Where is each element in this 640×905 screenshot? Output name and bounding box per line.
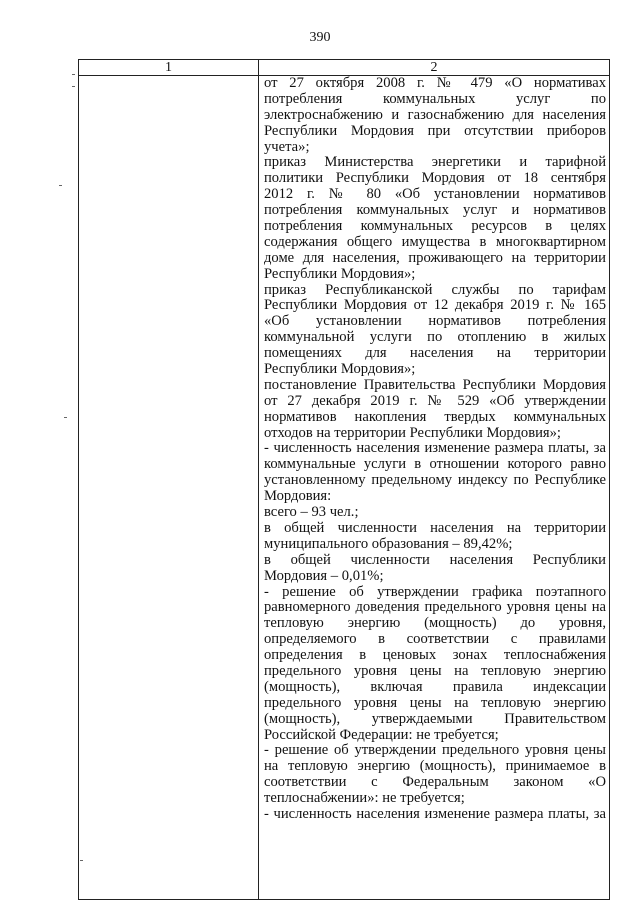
text-line: Республики Мордовия»; [264, 266, 416, 282]
text-line: доме для населения, проживающего на территории [264, 250, 606, 266]
text-line: предельного уровня цены на тепловую энергию [264, 695, 606, 711]
cell-column-2 [259, 76, 610, 900]
text-line: учета»; [264, 139, 310, 155]
text-line: электроснабжению и газоснабжению для населения [264, 107, 606, 123]
text-line: нормативов накопления твердых коммунальных [264, 409, 606, 425]
text-line: постановление Правительства Республики Мордовия [264, 377, 606, 393]
text-line: 2012 г. № 80 «Об установлении нормативов [264, 187, 606, 203]
scan-mark [72, 74, 75, 75]
text-line: Республики Мордовия при отсутствии приборов [264, 123, 606, 139]
text-line: Республики Мордовия от 12 декабря 2019 г. № 165 [264, 298, 606, 314]
text-line: потребления коммунальных услуг по [264, 91, 606, 107]
text-line: в общей численности населения Республики [264, 552, 606, 568]
text-line: всего – 93 чел.; [264, 505, 359, 521]
column-header-2: 2 [259, 60, 610, 76]
page-number: 390 [309, 30, 331, 45]
text-line: Российской Федерации: не требуется; [264, 727, 499, 743]
text-line: (мощность), включая правила индексации [264, 679, 606, 695]
cell-column-1 [79, 76, 259, 900]
text-line: приказ Республиканской службы по тарифам [264, 282, 606, 298]
column-header-1: 1 [79, 60, 259, 76]
scan-mark [59, 185, 62, 186]
text-line: соответствии с Федеральным законом «О [264, 775, 606, 791]
text-line: теплоснабжении»: не требуется; [264, 791, 465, 807]
scan-mark [80, 860, 83, 861]
text-line: в общей численности населения на территории [264, 520, 606, 536]
text-line: равномерного доведения предельного уровня цены на [264, 600, 606, 616]
text-line: - численность населения изменение размера платы, за [264, 806, 606, 822]
text-line: отходов на территории Республики Мордовия»; [264, 425, 561, 441]
scan-mark [64, 417, 67, 418]
text-line: определения в ценовых зонах теплоснабжения [264, 648, 606, 664]
text-line: от 27 декабря 2019 г. № 529 «Об утверждении [264, 393, 606, 409]
text-line: определяемого в соответствии с правилами [264, 632, 606, 648]
text-line: Мордовия – 0,01%; [264, 568, 384, 584]
text-line: - численность населения изменение размера платы, за [264, 441, 606, 457]
text-line: тепловую энергию (мощность) до уровня, [264, 616, 606, 632]
text-line: потребления коммунальных услуг и нормативов [264, 203, 606, 219]
text-line: помещениях для населения на территории [264, 346, 606, 362]
text-line: приказ Министерства энергетики и тарифной [264, 155, 606, 171]
text-line: муниципального образования – 89,42%; [264, 536, 513, 552]
text-line: «Об установлении нормативов потребления [264, 314, 606, 330]
scan-mark [72, 86, 75, 87]
text-line: политики Республики Мордовия от 18 сентября [264, 171, 606, 187]
text-line: - решение об утверждении предельного уровня цены [264, 743, 606, 759]
text-line: коммунальные услуги в отношении которого равно [264, 457, 606, 473]
text-line: Мордовия: [264, 489, 332, 505]
text-line: установленному предельному индексу по Республике [264, 473, 606, 489]
text-line: - решение об утверждении графика поэтапного [264, 584, 606, 600]
text-line: от 27 октября 2008 г. № 479 «О нормативах [264, 76, 606, 91]
table-header-row [79, 60, 610, 76]
text-block [264, 76, 606, 823]
text-line: Республики Мордовия»; [264, 362, 416, 378]
text-line: предельного уровня цены на тепловую энергию [264, 663, 606, 679]
table-row [79, 76, 610, 900]
document-table [78, 59, 610, 900]
text-line: коммунальной услуги по отоплению в жилых [264, 330, 606, 346]
text-line: содержания общего имущества в многоквартирном [264, 234, 606, 250]
text-line: потребления коммунальных ресурсов в целях [264, 219, 606, 235]
text-line: (мощность), утверждаемыми Правительством [264, 711, 606, 727]
text-line: на тепловую энергию (мощность), принимаемое в [264, 759, 606, 775]
